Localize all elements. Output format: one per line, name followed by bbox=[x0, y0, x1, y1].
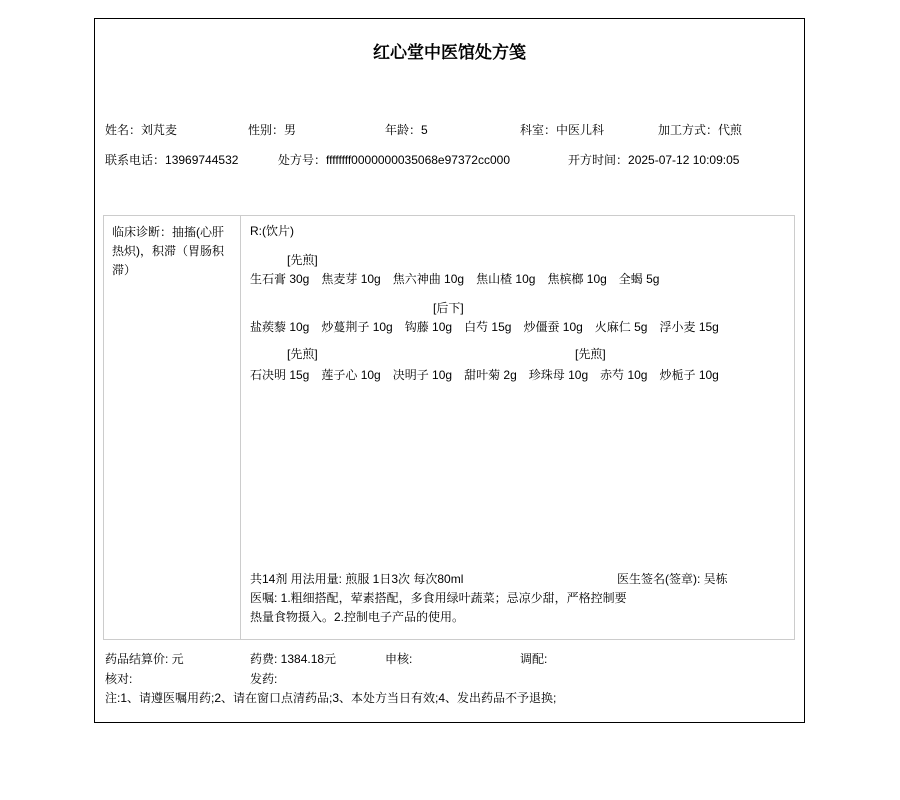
patient-age bbox=[385, 121, 428, 138]
medicine-item: 决明子 10g bbox=[392, 368, 453, 382]
patient-department-label: 科室： bbox=[520, 123, 557, 137]
medicine-item: 甜叶菊 2g bbox=[464, 368, 517, 382]
prepare-field: 调配: bbox=[520, 652, 548, 666]
check-field: 核对: bbox=[105, 672, 133, 686]
patient-gender-label: 性别： bbox=[248, 123, 285, 137]
decoction-tag: [后下] bbox=[433, 301, 464, 315]
patient-gender bbox=[248, 121, 296, 138]
medicine-item: 炒蔓荆子 10g bbox=[321, 320, 393, 334]
patient-phone bbox=[105, 151, 238, 168]
processing-method-value: 代煎 bbox=[718, 123, 743, 137]
medicine-item: 生石膏 30g bbox=[250, 272, 310, 286]
medicine-item: 焦麦芽 10g bbox=[321, 272, 381, 286]
medicine-item: 全蝎 5g bbox=[618, 272, 660, 286]
medicine-row bbox=[250, 318, 719, 335]
dosage-summary: 共14剂 用法用量: 煎服 1日3次 每次80ml bbox=[250, 572, 464, 586]
medicine-item: 炒僵蚕 10g bbox=[523, 320, 583, 334]
doctor-advice: 医嘱: 1.粗细搭配，荤素搭配，多食用绿叶蔬菜；忌凉少甜，严格控制要热量食物摄入。2.控制电子产品的使用。 bbox=[250, 591, 627, 624]
medicine-row bbox=[250, 366, 719, 383]
medicine-item: 焦山楂 10g bbox=[476, 272, 536, 286]
clinical-diagnosis: 临床诊断：抽搐(心肝热炽)，积滞（胃肠积滞） bbox=[103, 215, 241, 640]
medicine-item: 白芍 15g bbox=[464, 320, 512, 334]
issue-time-value: 2025-07-12 10:09:05 bbox=[628, 153, 740, 167]
rx-content bbox=[241, 215, 795, 640]
patient-age-label: 年龄： bbox=[385, 123, 422, 137]
decoction-tag: [先煎] bbox=[287, 347, 318, 361]
medicine-item: 浮小麦 15g bbox=[659, 320, 719, 334]
settlement-price: 药品结算价: 元 bbox=[105, 652, 184, 666]
patient-phone-value: 13969744532 bbox=[165, 153, 239, 167]
patient-department bbox=[520, 121, 604, 138]
medicine-item: 炒栀子 10g bbox=[659, 368, 719, 382]
patient-gender-value: 男 bbox=[284, 123, 297, 137]
medicine-fee: 药费: 1384.18元 bbox=[250, 652, 337, 666]
medicine-item: 珍珠母 10g bbox=[528, 368, 589, 382]
medicine-item: 赤芍 10g bbox=[600, 368, 648, 382]
patient-department-value: 中医儿科 bbox=[556, 123, 605, 137]
patient-name-value: 刘芃麦 bbox=[141, 123, 178, 137]
dispense-field: 发药: bbox=[250, 672, 278, 686]
issue-time-label: 开方时间： bbox=[568, 153, 629, 167]
footer-notes: 注:1、请遵医嘱用药;2、请在窗口点清药品;3、本处方当日有效;4、发出药品不予退换; bbox=[105, 691, 557, 705]
patient-name bbox=[105, 121, 177, 138]
rx-number bbox=[278, 151, 510, 168]
medicine-item: 石决明 15g bbox=[250, 368, 310, 382]
rx-header: R:(饮片) bbox=[250, 224, 294, 238]
medicine-item: 盐蒺藜 10g bbox=[250, 320, 310, 334]
decoction-tag: [先煎] bbox=[575, 347, 606, 361]
issue-time bbox=[568, 151, 739, 168]
medicine-row bbox=[250, 270, 659, 287]
review-field: 申核: bbox=[385, 652, 413, 666]
patient-phone-label: 联系电话： bbox=[105, 153, 166, 167]
medicine-item: 焦六神曲 10g bbox=[392, 272, 465, 286]
medicine-item: 莲子心 10g bbox=[321, 368, 381, 382]
patient-name-label: 姓名： bbox=[105, 123, 142, 137]
doctor-signature: 医生签名(签章): 吴栋 bbox=[617, 572, 728, 586]
medicine-item: 钩藤 10g bbox=[404, 320, 453, 334]
page-title: 红心堂中医馆处方笺 bbox=[373, 43, 526, 62]
processing-method bbox=[658, 121, 742, 138]
medicine-item: 焦槟榔 10g bbox=[547, 272, 607, 286]
medicine-item: 火麻仁 5g bbox=[594, 320, 648, 334]
processing-method-label: 加工方式： bbox=[658, 123, 719, 137]
rx-number-label: 处方号： bbox=[278, 153, 327, 167]
rx-number-value: ffffffff0000000035068e97372cc000 bbox=[326, 153, 510, 167]
decoction-tag: [先煎] bbox=[287, 253, 318, 267]
patient-age-value: 5 bbox=[421, 123, 428, 137]
